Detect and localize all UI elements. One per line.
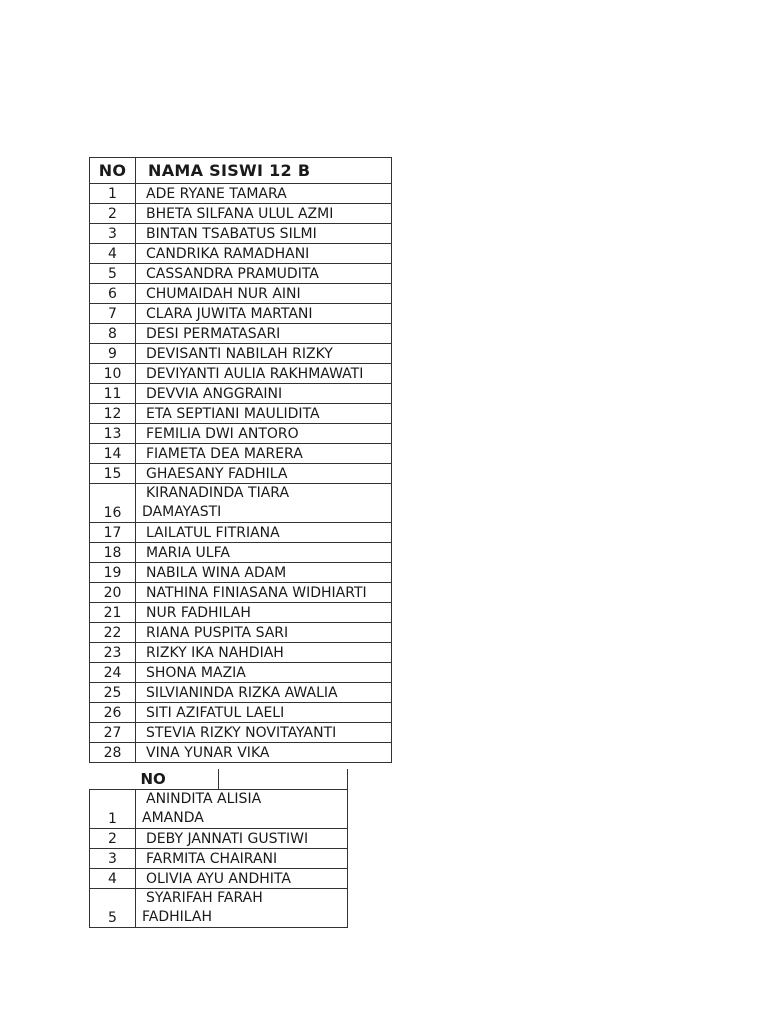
student-name: SILVIANINDA RIZKA AWALIA	[136, 683, 392, 703]
table-row	[90, 583, 392, 603]
row-number: 8	[90, 324, 136, 344]
table-row	[90, 464, 392, 484]
table-row	[90, 284, 392, 304]
table-row	[90, 828, 348, 848]
table-row	[90, 484, 392, 523]
table-row	[90, 304, 392, 324]
table-row	[90, 404, 392, 424]
student-name: LAILATUL FITRIANA	[136, 523, 392, 543]
row-number: 22	[90, 623, 136, 643]
student-name: NUR FADHILAH	[136, 603, 392, 623]
column-header-name: NAMA SISWI 12 B	[136, 158, 392, 184]
table-row	[90, 683, 392, 703]
student-name: ETA SEPTIANI MAULIDITA	[136, 404, 392, 424]
student-name: DEVIYANTI AULIA RAKHMAWATI	[136, 364, 392, 384]
student-name: CASSANDRA PRAMUDITA	[136, 264, 392, 284]
student-name: CHUMAIDAH NUR AINI	[136, 284, 392, 304]
row-number: 1	[90, 789, 136, 828]
student-name: STEVIA RIZKY NOVITAYANTI	[136, 723, 392, 743]
column-header-no: NO	[90, 158, 136, 184]
table-row	[90, 623, 392, 643]
student-name: RIANA PUSPITA SARI	[136, 623, 392, 643]
student-name: VINA YUNAR VIKA	[136, 743, 392, 763]
row-number: 17	[90, 523, 136, 543]
student-list-table	[89, 157, 392, 763]
student-name-line2: DAMAYASTI	[142, 504, 222, 520]
row-number: 27	[90, 723, 136, 743]
row-number: 5	[90, 264, 136, 284]
row-number: 24	[90, 663, 136, 683]
student-name	[136, 789, 348, 828]
row-number: 6	[90, 284, 136, 304]
row-number: 18	[90, 543, 136, 563]
row-number: 12	[90, 404, 136, 424]
table-row	[90, 603, 392, 623]
student-name	[136, 484, 392, 523]
column-header-no: NO	[140, 770, 166, 788]
student-name: BINTAN TSABATUS SILMI	[136, 224, 392, 244]
row-number: 26	[90, 703, 136, 723]
table-row	[90, 663, 392, 683]
student-name: DESI PERMATASARI	[136, 324, 392, 344]
row-number: 9	[90, 344, 136, 364]
row-number: 14	[90, 444, 136, 464]
table-row	[90, 324, 392, 344]
table-row	[90, 424, 392, 444]
table-row	[90, 364, 392, 384]
table-row	[90, 523, 392, 543]
table-row	[90, 444, 392, 464]
table-row	[90, 563, 392, 583]
student-name-line1: ANINDITA ALISIA	[146, 790, 262, 807]
student-name: SHONA MAZIA	[136, 663, 392, 683]
student-name: NATHINA FINIASANA WIDHIARTI	[136, 583, 392, 603]
table-row	[90, 344, 392, 364]
student-name-line1: KIRANADINDA TIARA	[146, 485, 290, 501]
row-number: 1	[90, 184, 136, 204]
row-number: 4	[90, 244, 136, 264]
student-name-line1: SYARIFAH FARAH	[146, 889, 263, 906]
table-header-row	[90, 158, 392, 184]
row-number: 11	[90, 384, 136, 404]
row-number: 16	[90, 484, 136, 523]
student-name: BHETA SILFANA ULUL AZMI	[136, 204, 392, 224]
student-name-line2: FADHILAH	[142, 908, 213, 925]
table-row	[90, 384, 392, 404]
row-number: 20	[90, 583, 136, 603]
student-name: MARIA ULFA	[136, 543, 392, 563]
table-header-row	[90, 769, 348, 789]
row-number: 2	[90, 828, 136, 848]
table-row	[90, 848, 348, 868]
student-name: CLARA JUWITA MARTANI	[136, 304, 392, 324]
student-name: NABILA WINA ADAM	[136, 563, 392, 583]
row-number: 2	[90, 204, 136, 224]
row-number: 19	[90, 563, 136, 583]
table-row	[90, 264, 392, 284]
table-row	[90, 224, 392, 244]
student-name: FARMITA CHAIRANI	[136, 848, 348, 868]
student-name: DEVVIA ANGGRAINI	[136, 384, 392, 404]
student-name-line2: AMANDA	[142, 809, 204, 826]
table-row	[90, 703, 392, 723]
student-name: FEMILIA DWI ANTORO	[136, 424, 392, 444]
student-name	[136, 888, 348, 927]
row-number: 3	[90, 848, 136, 868]
student-name: SITI AZIFATUL LAELI	[136, 703, 392, 723]
student-name: DEBY JANNATI GUSTIWI	[136, 828, 348, 848]
table-row	[90, 743, 392, 763]
student-name: GHAESANY FADHILA	[136, 464, 392, 484]
student-name: DEVISANTI NABILAH RIZKY	[136, 344, 392, 364]
row-number: 4	[90, 868, 136, 888]
table-row	[90, 789, 348, 828]
table-row	[90, 184, 392, 204]
table-row	[90, 543, 392, 563]
student-name: OLIVIA AYU ANDHITA	[136, 868, 348, 888]
column-header-cell	[90, 769, 348, 789]
row-number: 7	[90, 304, 136, 324]
row-number: 25	[90, 683, 136, 703]
table-row	[90, 888, 348, 927]
row-number: 15	[90, 464, 136, 484]
row-number: 23	[90, 643, 136, 663]
row-number: 21	[90, 603, 136, 623]
additional-student-table	[89, 769, 348, 928]
table-row	[90, 643, 392, 663]
row-number: 13	[90, 424, 136, 444]
table-row	[90, 723, 392, 743]
student-name: CANDRIKA RAMADHANI	[136, 244, 392, 264]
header-divider	[218, 769, 219, 789]
row-number: 3	[90, 224, 136, 244]
row-number: 28	[90, 743, 136, 763]
row-number: 10	[90, 364, 136, 384]
table-row	[90, 868, 348, 888]
student-name: FIAMETA DEA MARERA	[136, 444, 392, 464]
student-name: RIZKY IKA NAHDIAH	[136, 643, 392, 663]
table-row	[90, 244, 392, 264]
row-number: 5	[90, 888, 136, 927]
table-row	[90, 204, 392, 224]
student-name: ADE RYANE TAMARA	[136, 184, 392, 204]
